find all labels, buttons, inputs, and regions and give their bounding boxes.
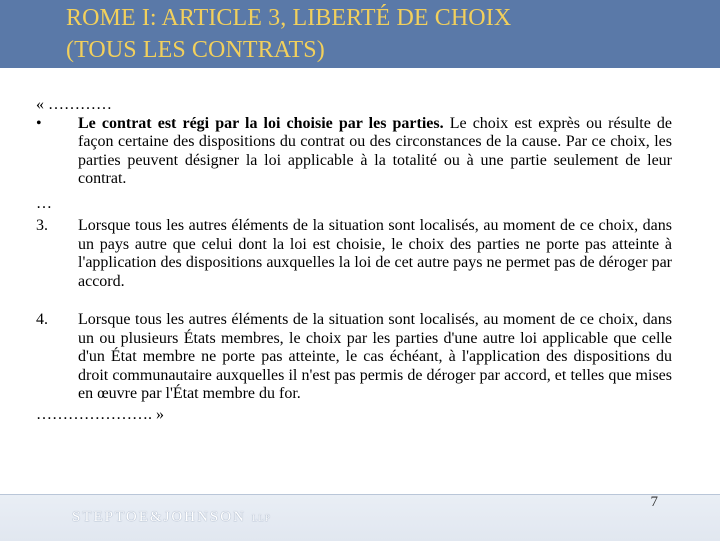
bullet-item [36, 115, 672, 189]
slide-title [66, 2, 706, 66]
bullet-marker: • [36, 114, 42, 132]
title-bar [0, 0, 720, 68]
firm-logo-suffix: LLP [251, 513, 271, 523]
item-4 [36, 311, 672, 404]
bullet-rest-text: Le choix est exprès ou résulte de façon certaine des dispositions du contrat ou des circonstances de la cause. Par ce choix, les parties peuvent désigner la loi applicable à la totalité ou à une partie seulement de leur contrat. [78, 114, 673, 187]
item-4-marker: 4. [36, 311, 48, 328]
firm-logo-text: STEPTOE&JOHNSON [72, 509, 246, 525]
item-3-marker: 3. [36, 217, 48, 234]
slide-title-line-1: ROME I: ARTICLE 3, LIBERTÉ DE CHOIX [66, 5, 512, 31]
firm-logo [72, 509, 271, 526]
item-3 [36, 217, 672, 291]
bullet-bold-text: Le contrat est régi par la loi choisie par les parties. [78, 114, 444, 132]
bullet-text [78, 115, 672, 189]
closing-quote: …………………. » [36, 405, 164, 423]
item-4-text: Lorsque tous les autres éléments de la situation sont localisés, au moment de ce choix, dans un ou plusieurs États membres, le choix par les parties d'une autre loi applicable que celle d'un État membre ne porte pas atteinte, le cas échéant, à l'application des dispositions du droit communautaire auxquelles il n'est pas permis de déroger par accord, et telles que mises en œuvre par l'État membre du for. [78, 311, 672, 402]
slide-title-line-2: (TOUS LES CONTRATS) [66, 37, 325, 63]
slide-body [36, 96, 672, 424]
ellipsis: … [36, 194, 52, 212]
footer-bar [0, 494, 720, 541]
item-3-text: Lorsque tous les autres éléments de la situation sont localisés, au moment de ce choix, dans un pays autre que celui dont la loi est choisie, le choix des parties ne porte pas atteinte à l'application des dispositions auxquelles la loi de cet autre pays ne permet pas de déroger par accord. [78, 217, 672, 290]
page-number: 7 [650, 494, 658, 510]
opening-quote: « ………… [36, 96, 112, 113]
